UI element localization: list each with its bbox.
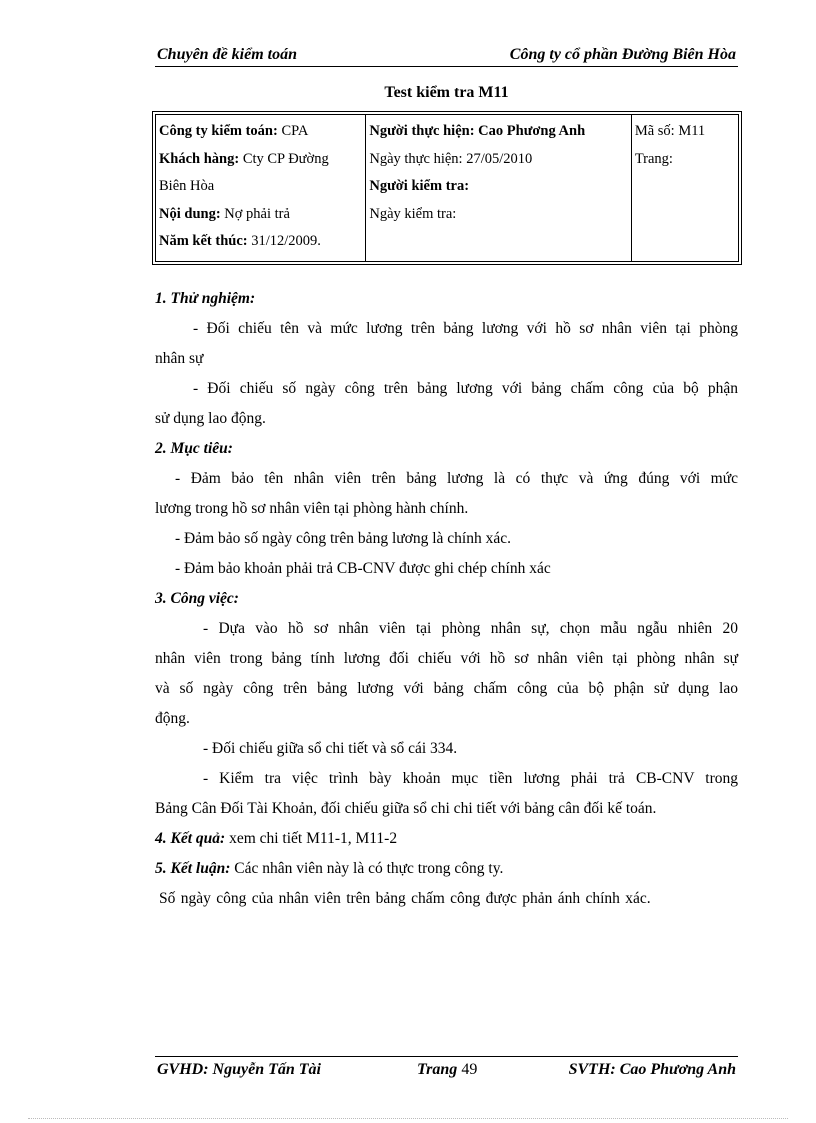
perform-date-value: 27/05/2010	[466, 150, 533, 167]
section-2-line: - Đảm bảo tên nhân viên trên bảng lương là có thực và ứng đúng với mức	[175, 470, 738, 487]
section-4-heading: 4. Kết quả:	[155, 830, 226, 847]
section-3-heading: 3. Công việc:	[155, 590, 239, 607]
section-3-line: động.	[155, 710, 190, 727]
section-3-line: - Dựa vào hồ sơ nhân viên tại phòng nhân sự, chọn mẫu ngẫu nhiên 20	[203, 620, 738, 637]
section-4-line	[155, 830, 738, 848]
section-1-line: - Đối chiếu tên và mức lương trên bảng lương với hồ sơ nhân viên tại phòng	[193, 320, 738, 337]
perform-date-label: Ngày thực hiện:	[369, 150, 463, 167]
auditor-value: CPA	[281, 123, 309, 139]
info-cell-performer	[366, 115, 631, 262]
page-footer	[155, 1056, 738, 1083]
section-1-line: sử dụng lao động.	[155, 410, 266, 427]
year-end-label: Năm kết thúc:	[159, 233, 248, 249]
section-3-line: - Đối chiếu giữa sổ chi tiết và sổ cái 334.	[203, 740, 458, 757]
info-cell-code	[631, 115, 738, 262]
content-value: Nợ phải trả	[224, 205, 290, 222]
code-value: Mã số: M11	[634, 123, 706, 139]
footer-student: SVTH: Cao Phương Anh	[568, 1061, 736, 1078]
section-5-text: Các nhân viên này là có thực trong công ty.	[234, 860, 504, 877]
section-2-heading: 2. Mục tiêu:	[155, 440, 233, 457]
section-3-line: nhân viên trong bảng tính lương đối chiếu với hồ sơ nhân viên tại phòng nhân sự	[155, 650, 738, 667]
footer-page-number: 49	[461, 1061, 478, 1078]
section-4-text: xem chi tiết M11-1, M11-2	[229, 830, 398, 847]
reviewer-label: Người kiểm tra:	[369, 178, 470, 194]
page-bottom-divider	[28, 1118, 788, 1119]
section-2-line: - Đảm bảo số ngày công trên bảng lương là chính xác.	[175, 530, 511, 547]
footer-instructor: GVHD: Nguyễn Tấn Tài	[157, 1061, 321, 1078]
section-1-heading: 1. Thử nghiệm:	[155, 290, 256, 307]
footer-page	[417, 1061, 477, 1079]
section-5-line: Số ngày công của nhân viên trên bảng chấm công được phản ánh chính xác.	[159, 890, 651, 907]
section-3-line: - Kiểm tra việc trình bày khoản mục tiền lương phải trả CB-CNV trong	[203, 770, 738, 787]
page-header	[155, 44, 738, 67]
info-cell-client	[156, 115, 366, 262]
header-right-company: Công ty cổ phần Đường Biên Hòa	[509, 46, 736, 63]
client-value: Cty CP Đường	[242, 150, 329, 167]
auditor-label: Công ty kiểm toán:	[159, 123, 278, 139]
section-1-line: nhân sự	[155, 350, 204, 367]
year-end-value: 31/12/2009.	[251, 233, 321, 249]
section-1-line: - Đối chiếu số ngày công trên bảng lương với bảng chấm công của bộ phận	[193, 380, 738, 397]
section-3-line: và số ngày công trên bảng lương với bảng chấm công của bộ phận sử dụng lao	[155, 680, 738, 697]
header-left-title: Chuyên đề kiểm toán	[157, 46, 298, 63]
review-date-label: Ngày kiểm tra:	[369, 205, 457, 222]
section-2-line: - Đảm bảo khoản phải trả CB-CNV được ghi chép chính xác	[175, 560, 551, 577]
page-field: Trang:	[634, 150, 673, 167]
performer-value: Cao Phương Anh	[478, 123, 586, 139]
footer-page-label: Trang	[417, 1061, 458, 1078]
section-2-line: lương trong hồ sơ nhân viên tại phòng hành chính.	[155, 500, 469, 517]
document-title: Test kiểm tra M11	[384, 84, 509, 101]
client-label: Khách hàng:	[159, 150, 240, 167]
client-value-cont: Biên Hòa	[159, 178, 215, 194]
performer-label: Người thực hiện:	[369, 123, 475, 139]
info-table	[155, 114, 739, 262]
content-label: Nội dung:	[159, 205, 221, 222]
section-5-line	[155, 860, 738, 878]
section-3-line: Bảng Cân Đối Tài Khoản, đối chiếu giữa sổ chi chi tiết với bảng cân đối kế toán.	[155, 800, 657, 817]
section-5-heading: 5. Kết luận:	[155, 860, 231, 877]
